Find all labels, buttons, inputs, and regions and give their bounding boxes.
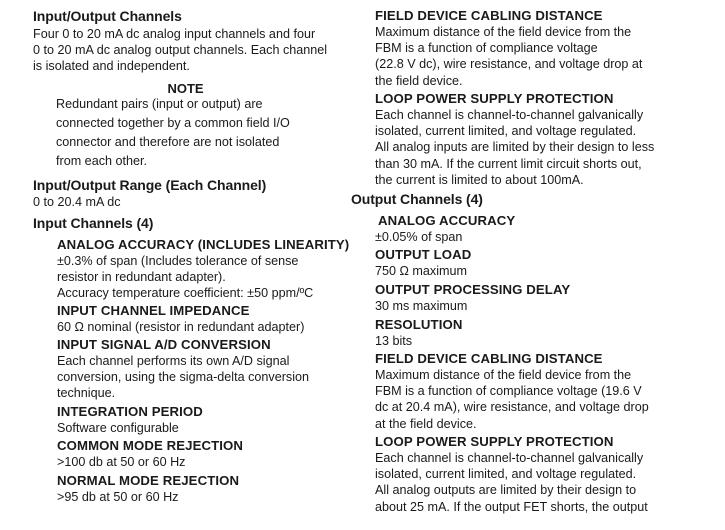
- input-loop-protection-text: Each channel is channel-to-channel galvanically isolated, current limited, and voltage regulated. All analog inputs are limited by their design to less than 30 mA. If the current limit circuit shorts out, the current is limited to about 100mA.: [375, 108, 655, 187]
- input-impedance-value: 60 Ω nominal (resistor in redundant adapter): [57, 320, 305, 334]
- input-cabling-distance-heading: FIELD DEVICE CABLING DISTANCE: [375, 8, 603, 23]
- output-load-value: 750 Ω maximum: [375, 264, 467, 278]
- output-analog-accuracy-heading: ANALOG ACCURACY: [378, 213, 516, 228]
- input-analog-accuracy-text: ±0.3% of span (Includes tolerance of sense resistor in redundant adapter). Accuracy temperature coefficient: ±50 ppm/ºC: [57, 254, 314, 301]
- output-analog-accuracy-value: ±0.05% of span: [375, 230, 463, 244]
- output-processing-delay-value: 30 ms maximum: [375, 299, 468, 313]
- output-analog-accuracy: [351, 212, 515, 245]
- note-text: Redundant pairs (input or output) are connected together by a common field I/O connector and therefore are not isolated from each other.: [56, 97, 290, 168]
- resolution-heading: RESOLUTION: [375, 317, 463, 332]
- input-loop-protection: [351, 90, 654, 188]
- output-loop-protection-text: Each channel is channel-to-channel galvanically isolated, current limited, and voltage regulated. All analog outputs are limited by their design to about 25 mA. If the output FET shorts, the output: [375, 451, 648, 514]
- note-heading: NOTE: [167, 81, 204, 96]
- integration-period-value: Software configurable: [57, 421, 179, 435]
- integration-period-heading: INTEGRATION PERIOD: [57, 404, 203, 419]
- input-analog-accuracy: [33, 236, 349, 302]
- common-mode-rejection-value: >100 db at 50 or 60 Hz: [57, 455, 186, 469]
- normal-mode-rejection-value: >95 db at 50 or 60 Hz: [57, 490, 179, 504]
- resolution: [351, 316, 462, 349]
- common-mode-rejection-heading: COMMON MODE REJECTION: [57, 438, 243, 453]
- input-ad-conversion: [33, 336, 309, 402]
- input-ad-conversion-text: Each channel performs its own A/D signal conversion, using the sigma-delta conversion technique.: [57, 354, 310, 401]
- output-cabling-distance-heading: FIELD DEVICE CABLING DISTANCE: [375, 351, 603, 366]
- io-range-value: 0 to 20.4 mA dc: [33, 195, 121, 209]
- input-loop-protection-heading: LOOP POWER SUPPLY PROTECTION: [375, 91, 614, 106]
- input-ad-conversion-heading: INPUT SIGNAL A/D CONVERSION: [57, 337, 271, 352]
- input-cabling-distance: [351, 7, 642, 89]
- output-load: [351, 246, 471, 279]
- input-impedance-heading: INPUT CHANNEL IMPEDANCE: [57, 303, 250, 318]
- output-processing-delay: [351, 281, 570, 314]
- input-channels-heading: Input Channels (4): [33, 215, 154, 231]
- output-cabling-distance-text: Maximum distance of the field device from the FBM is a function of compliance voltage (19.6 V dc at 20.4 mA), wire resistance, and voltage drop at the field device.: [375, 368, 649, 431]
- io-channels-heading: Input/Output Channels: [33, 8, 182, 24]
- common-mode-rejection: [33, 437, 243, 470]
- input-analog-accuracy-heading: ANALOG ACCURACY (INCLUDES LINEARITY): [57, 237, 350, 252]
- normal-mode-rejection: [33, 472, 239, 505]
- output-channels-heading: Output Channels (4): [351, 191, 483, 207]
- output-loop-protection-heading: LOOP POWER SUPPLY PROTECTION: [375, 434, 614, 449]
- integration-period: [33, 403, 203, 436]
- output-loop-protection: [351, 433, 648, 515]
- input-cabling-distance-text: Maximum distance of the field device from the FBM is a function of compliance voltage (22.8 V dc), wire resistance, and voltage drop at the field device.: [375, 25, 643, 88]
- resolution-value: 13 bits: [375, 334, 413, 348]
- input-impedance: [33, 302, 304, 335]
- output-load-heading: OUTPUT LOAD: [375, 247, 472, 262]
- output-cabling-distance: [351, 350, 649, 432]
- output-processing-delay-heading: OUTPUT PROCESSING DELAY: [375, 282, 571, 297]
- normal-mode-rejection-heading: NORMAL MODE REJECTION: [57, 473, 240, 488]
- io-channels-text: Four 0 to 20 mA dc analog input channels and four 0 to 20 mA dc analog output channels. Each channel is isolated and independent.: [33, 27, 328, 74]
- io-range-heading: Input/Output Range (Each Channel): [33, 177, 267, 193]
